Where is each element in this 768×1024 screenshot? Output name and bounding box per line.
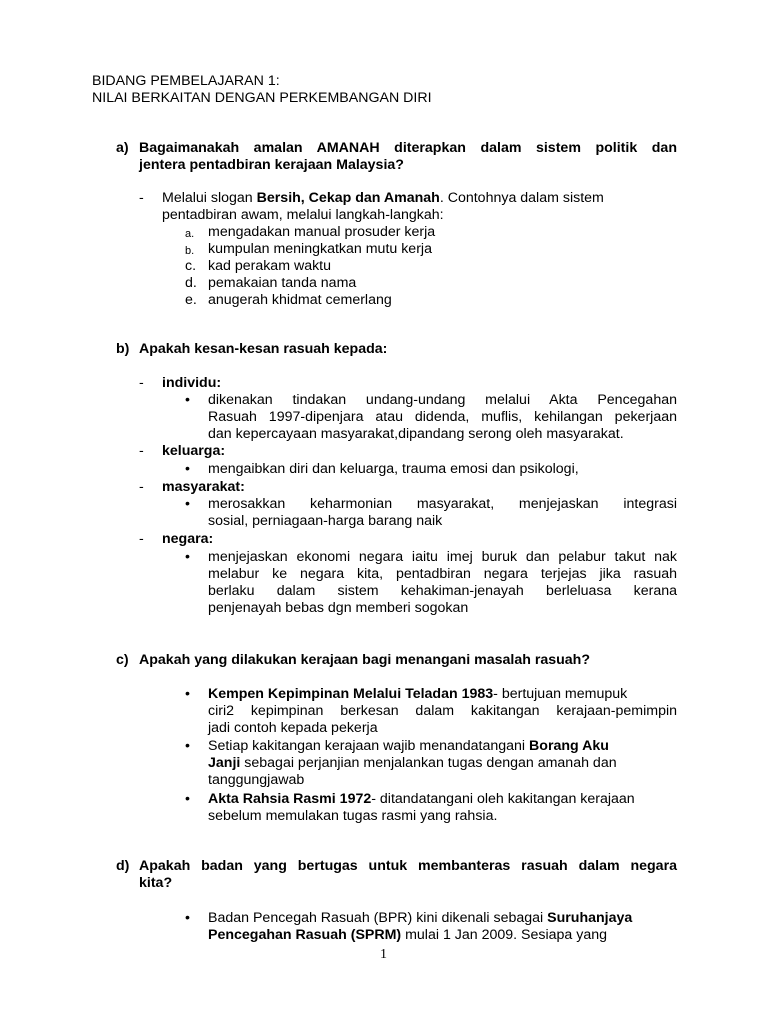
bullet: •: [185, 496, 190, 512]
bpr-text: Badan Pencegah Rasuah (BPR) kini dikenali sebagai: [208, 910, 548, 926]
list-marker-e: e.: [185, 292, 197, 308]
negara-line1: menjejaskan ekonomi negara iaitu imej buruk dan pelabur takut nak: [208, 549, 677, 565]
group-title-keluarga: keluarga:: [162, 443, 226, 459]
keluarga-line1: mengaibkan diri dan keluarga, trauma emosi dan psikologi,: [208, 461, 579, 477]
page-heading-line1: BIDANG PEMBELAJARAN 1:: [92, 73, 280, 89]
list-item-a: mengadakan manual prosuder kerja: [208, 224, 436, 240]
list-item-d: pemakaian tanda nama: [208, 275, 357, 291]
c-bullet3-line2: sebelum memulakan tugas rasmi yang rahsia.: [208, 808, 498, 824]
c-bullet1-line1: [208, 686, 677, 703]
masyarakat-line1: merosakkan keharmonian masyarakat, menjejaskan integrasi: [208, 496, 677, 512]
akta-rest: - ditandatangani oleh kakitangan kerajaan: [371, 791, 635, 807]
list-item-c: kad perakam waktu: [208, 258, 332, 274]
group-dash: -: [139, 531, 144, 547]
bullet: •: [185, 791, 190, 807]
list-marker-d: d.: [185, 275, 197, 291]
question-b-text: Apakah kesan-kesan rasuah kepada:: [139, 341, 388, 357]
group-dash: -: [139, 479, 144, 495]
janji-bold: Janji: [208, 755, 241, 771]
question-d-line1: Apakah badan yang bertugas untuk membanteras rasuah dalam negara: [139, 858, 677, 874]
negara-line4: penjenayah bebas dgn memberi sogokan: [208, 600, 469, 616]
individu-line2: Rasuah 1997-dipenjara atau didenda, muflis, kehilangan pekerjaan: [208, 409, 677, 425]
c-bullet3-line1: [208, 791, 677, 808]
group-title-individu: individu:: [162, 375, 222, 391]
kempen-rest: - bertujuan memupuk: [493, 686, 628, 702]
c-bullet1-line2: ciri2 kepimpinan berkesan dalam kakitangan kerajaan-pemimpin: [208, 703, 677, 719]
individu-line1: dikenakan tindakan undang-undang melalui Akta Pencegahan: [208, 392, 677, 408]
bullet: •: [185, 910, 190, 926]
bullet: •: [185, 461, 190, 477]
group-title-negara: negara:: [162, 531, 214, 547]
borang-bold: Borang Aku: [529, 738, 609, 754]
question-d-line2: kita?: [139, 875, 173, 891]
d-line2: [208, 927, 677, 944]
answer-a-slogan: Bersih, Cekap dan Amanah: [256, 190, 440, 206]
answer-a-line2: pentadbiran awam, melalui langkah-langkah:: [162, 207, 444, 223]
negara-line3: berlaku dalam sistem kehakiman-jenayah berleluasa kerana: [208, 583, 677, 599]
list-marker-a: a.: [185, 228, 195, 240]
question-d-label: d): [116, 858, 130, 874]
sprm-bold: Pencegahan Rasuah (SPRM): [208, 927, 402, 943]
answer-a-dash: -: [139, 190, 144, 206]
masyarakat-line2: sosial, perniagaan-harga barang naik: [208, 513, 443, 529]
d-line1: [208, 910, 677, 927]
answer-a-line1: [162, 190, 677, 207]
c-bullet2-line1: [208, 738, 677, 755]
question-a-line1: Bagaimanakah amalan AMANAH diterapkan dalam sistem politik dan: [139, 140, 677, 156]
answer-a-prefix: Melalui slogan: [162, 190, 257, 206]
list-item-b: kumpulan meningkatkan mutu kerja: [208, 241, 432, 257]
sprm-text: mulai 1 Jan 2009. Sesiapa yang: [401, 927, 608, 943]
bullet: •: [185, 392, 190, 408]
list-item-e: anugerah khidmat cemerlang: [208, 292, 392, 308]
bullet: •: [185, 686, 190, 702]
bullet: •: [185, 549, 190, 565]
c-bullet2-line2: [208, 755, 677, 772]
list-marker-c: c.: [185, 258, 197, 274]
question-c-text: Apakah yang dilakukan kerajaan bagi menangani masalah rasuah?: [139, 652, 591, 668]
c-bullet1-line3: jadi contoh kepada pekerja: [208, 720, 378, 736]
question-a-line2: jentera pentadbiran kerajaan Malaysia?: [139, 157, 404, 173]
suruhanjaya-bold: Suruhanjaya: [547, 910, 633, 926]
akta-title: Akta Rahsia Rasmi 1972: [208, 791, 372, 807]
answer-a-suffix: . Contohnya dalam sistem: [439, 190, 604, 206]
negara-line2: melabur ke negara kita, pentadbiran negara terjejas jika rasuah: [208, 566, 677, 582]
page-number: 1: [380, 947, 387, 962]
borang-text: Setiap kakitangan kerajaan wajib menandatangani: [208, 738, 530, 754]
question-c-label: c): [116, 652, 129, 668]
question-b-label: b): [116, 341, 130, 357]
individu-line3: dan kepercayaan masyarakat,dipandang serong oleh masyarakat.: [208, 426, 624, 442]
list-marker-b: b.: [185, 245, 195, 257]
question-a-label: a): [116, 140, 129, 156]
c-bullet2-line3: tanggungjawab: [208, 772, 305, 788]
group-title-masyarakat: masyarakat:: [162, 479, 245, 495]
kempen-title: Kempen Kepimpinan Melalui Teladan 1983: [208, 686, 494, 702]
page-heading-line2: NILAI BERKAITAN DENGAN PERKEMBANGAN DIRI: [92, 90, 432, 106]
bullet: •: [185, 738, 190, 754]
group-dash: -: [139, 375, 144, 391]
janji-text: sebagai perjanjian menjalankan tugas dengan amanah dan: [240, 755, 617, 771]
group-dash: -: [139, 443, 144, 459]
